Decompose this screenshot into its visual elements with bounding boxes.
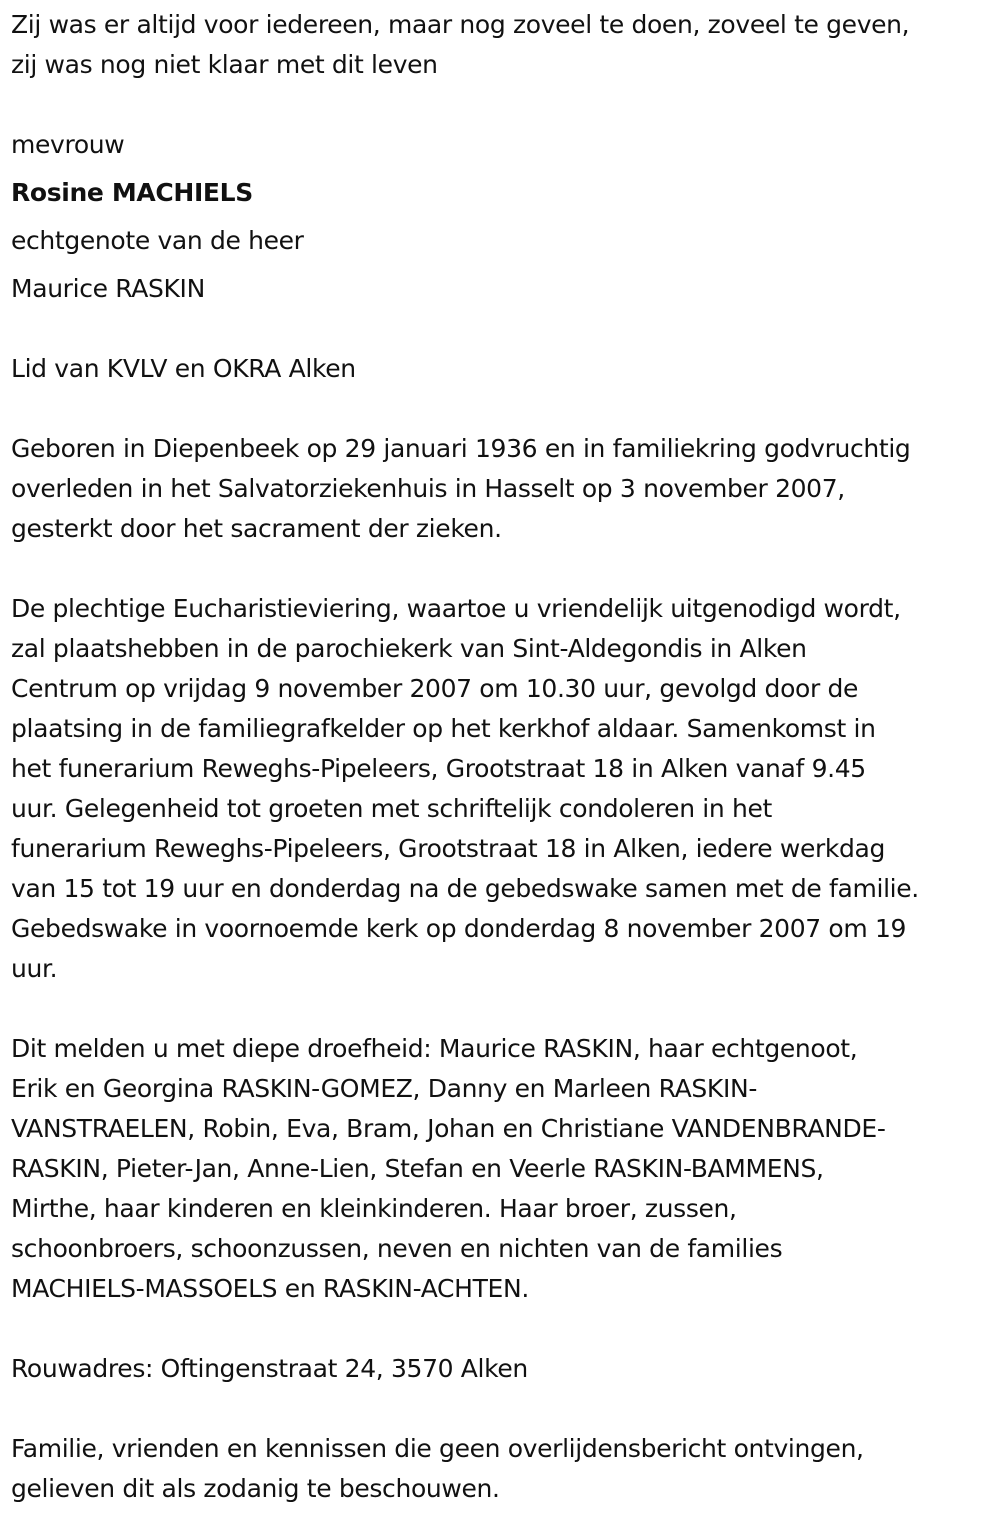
- spacer: [11, 309, 990, 349]
- spacer: [11, 989, 990, 1029]
- spacer: [11, 261, 990, 269]
- salutation: mevrouw: [11, 130, 125, 159]
- paragraph-line: schoonbroers, schoonzussen, neven en nichten van de families: [11, 1234, 783, 1263]
- paragraph-line: zal plaatshebben in de parochiekerk van Sint-Aldegondis in Alken: [11, 634, 807, 663]
- spouse-name: Maurice RASKIN: [11, 274, 205, 303]
- paragraph-line: Centrum op vrijdag 9 november 2007 om 10.30 uur, gevolgd door de: [11, 674, 859, 703]
- paragraph-line: funerarium Reweghs-Pipeleers, Grootstraat 18 in Alken, iedere werkdag: [11, 834, 886, 863]
- paragraph-line: RASKIN, Pieter-Jan, Anne-Lien, Stefan en Veerle RASKIN-BAMMENS,: [11, 1154, 824, 1183]
- paragraph-line: Geboren in Diepenbeek op 29 januari 1936 en in familiekring godvruchtig: [11, 434, 911, 463]
- paragraph-line: VANSTRAELEN, Robin, Eva, Bram, Johan en Christiane VANDENBRANDE-: [11, 1114, 886, 1143]
- paragraph-line: uur. Gelegenheid tot groeten met schriftelijk condoleren in het: [11, 794, 772, 823]
- paragraph-line: Gebedswake in voornoemde kerk op donderdag 8 november 2007 om 19: [11, 914, 907, 943]
- name-block: [11, 125, 990, 309]
- paragraph-line: gelieven dit als zodanig te beschouwen.: [11, 1474, 500, 1503]
- motto: [11, 5, 990, 85]
- paragraph-line: Familie, vrienden en kennissen die geen overlijdensbericht ontvingen,: [11, 1434, 864, 1463]
- paragraph-line: gesterkt door het sacrament der zieken.: [11, 514, 502, 543]
- spacer: [11, 1389, 990, 1429]
- motto-line: zij was nog niet klaar met dit leven: [11, 50, 438, 79]
- spacer: [11, 389, 990, 429]
- motto-line: Zij was er altijd voor iedereen, maar nog zoveel te doen, zoveel te geven,: [11, 10, 910, 39]
- paragraph-line: het funerarium Reweghs-Pipeleers, Grootstraat 18 in Alken vanaf 9.45: [11, 754, 866, 783]
- paragraph-line: De plechtige Eucharistieviering, waartoe u vriendelijk uitgenodigd wordt,: [11, 594, 901, 623]
- paragraph-line: plaatsing in de familiegrafkelder op het kerkhof aldaar. Samenkomst in: [11, 714, 876, 743]
- closing-paragraph: [11, 1429, 990, 1509]
- membership: Lid van KVLV en OKRA Alken: [11, 354, 356, 383]
- announcement-paragraph: [11, 1029, 990, 1309]
- paragraph-line: MACHIELS-MASSOELS en RASKIN-ACHTEN.: [11, 1274, 529, 1303]
- ceremony-paragraph: [11, 589, 990, 989]
- paragraph-line: van 15 tot 19 uur en donderdag na de gebedswake samen met de familie.: [11, 874, 919, 903]
- paragraph-line: Dit melden u met diepe droefheid: Maurice RASKIN, haar echtgenoot,: [11, 1034, 858, 1063]
- deceased-name: Rosine MACHIELS: [11, 178, 253, 207]
- paragraph-line: overleden in het Salvatorziekenhuis in Hasselt op 3 november 2007,: [11, 474, 845, 503]
- birth-death-paragraph: [11, 429, 990, 549]
- spacer: [11, 213, 990, 221]
- spacer: [11, 85, 990, 125]
- relation: echtgenote van de heer: [11, 226, 304, 255]
- paragraph-line: Mirthe, haar kinderen en kleinkinderen. Haar broer, zussen,: [11, 1194, 737, 1223]
- spacer: [11, 549, 990, 589]
- paragraph-line: uur.: [11, 954, 58, 983]
- spacer: [11, 1309, 990, 1349]
- mourning-address: Rouwadres: Oftingenstraat 24, 3570 Alken: [11, 1354, 528, 1383]
- paragraph-line: Erik en Georgina RASKIN-GOMEZ, Danny en Marleen RASKIN-: [11, 1074, 758, 1103]
- spacer: [11, 165, 990, 173]
